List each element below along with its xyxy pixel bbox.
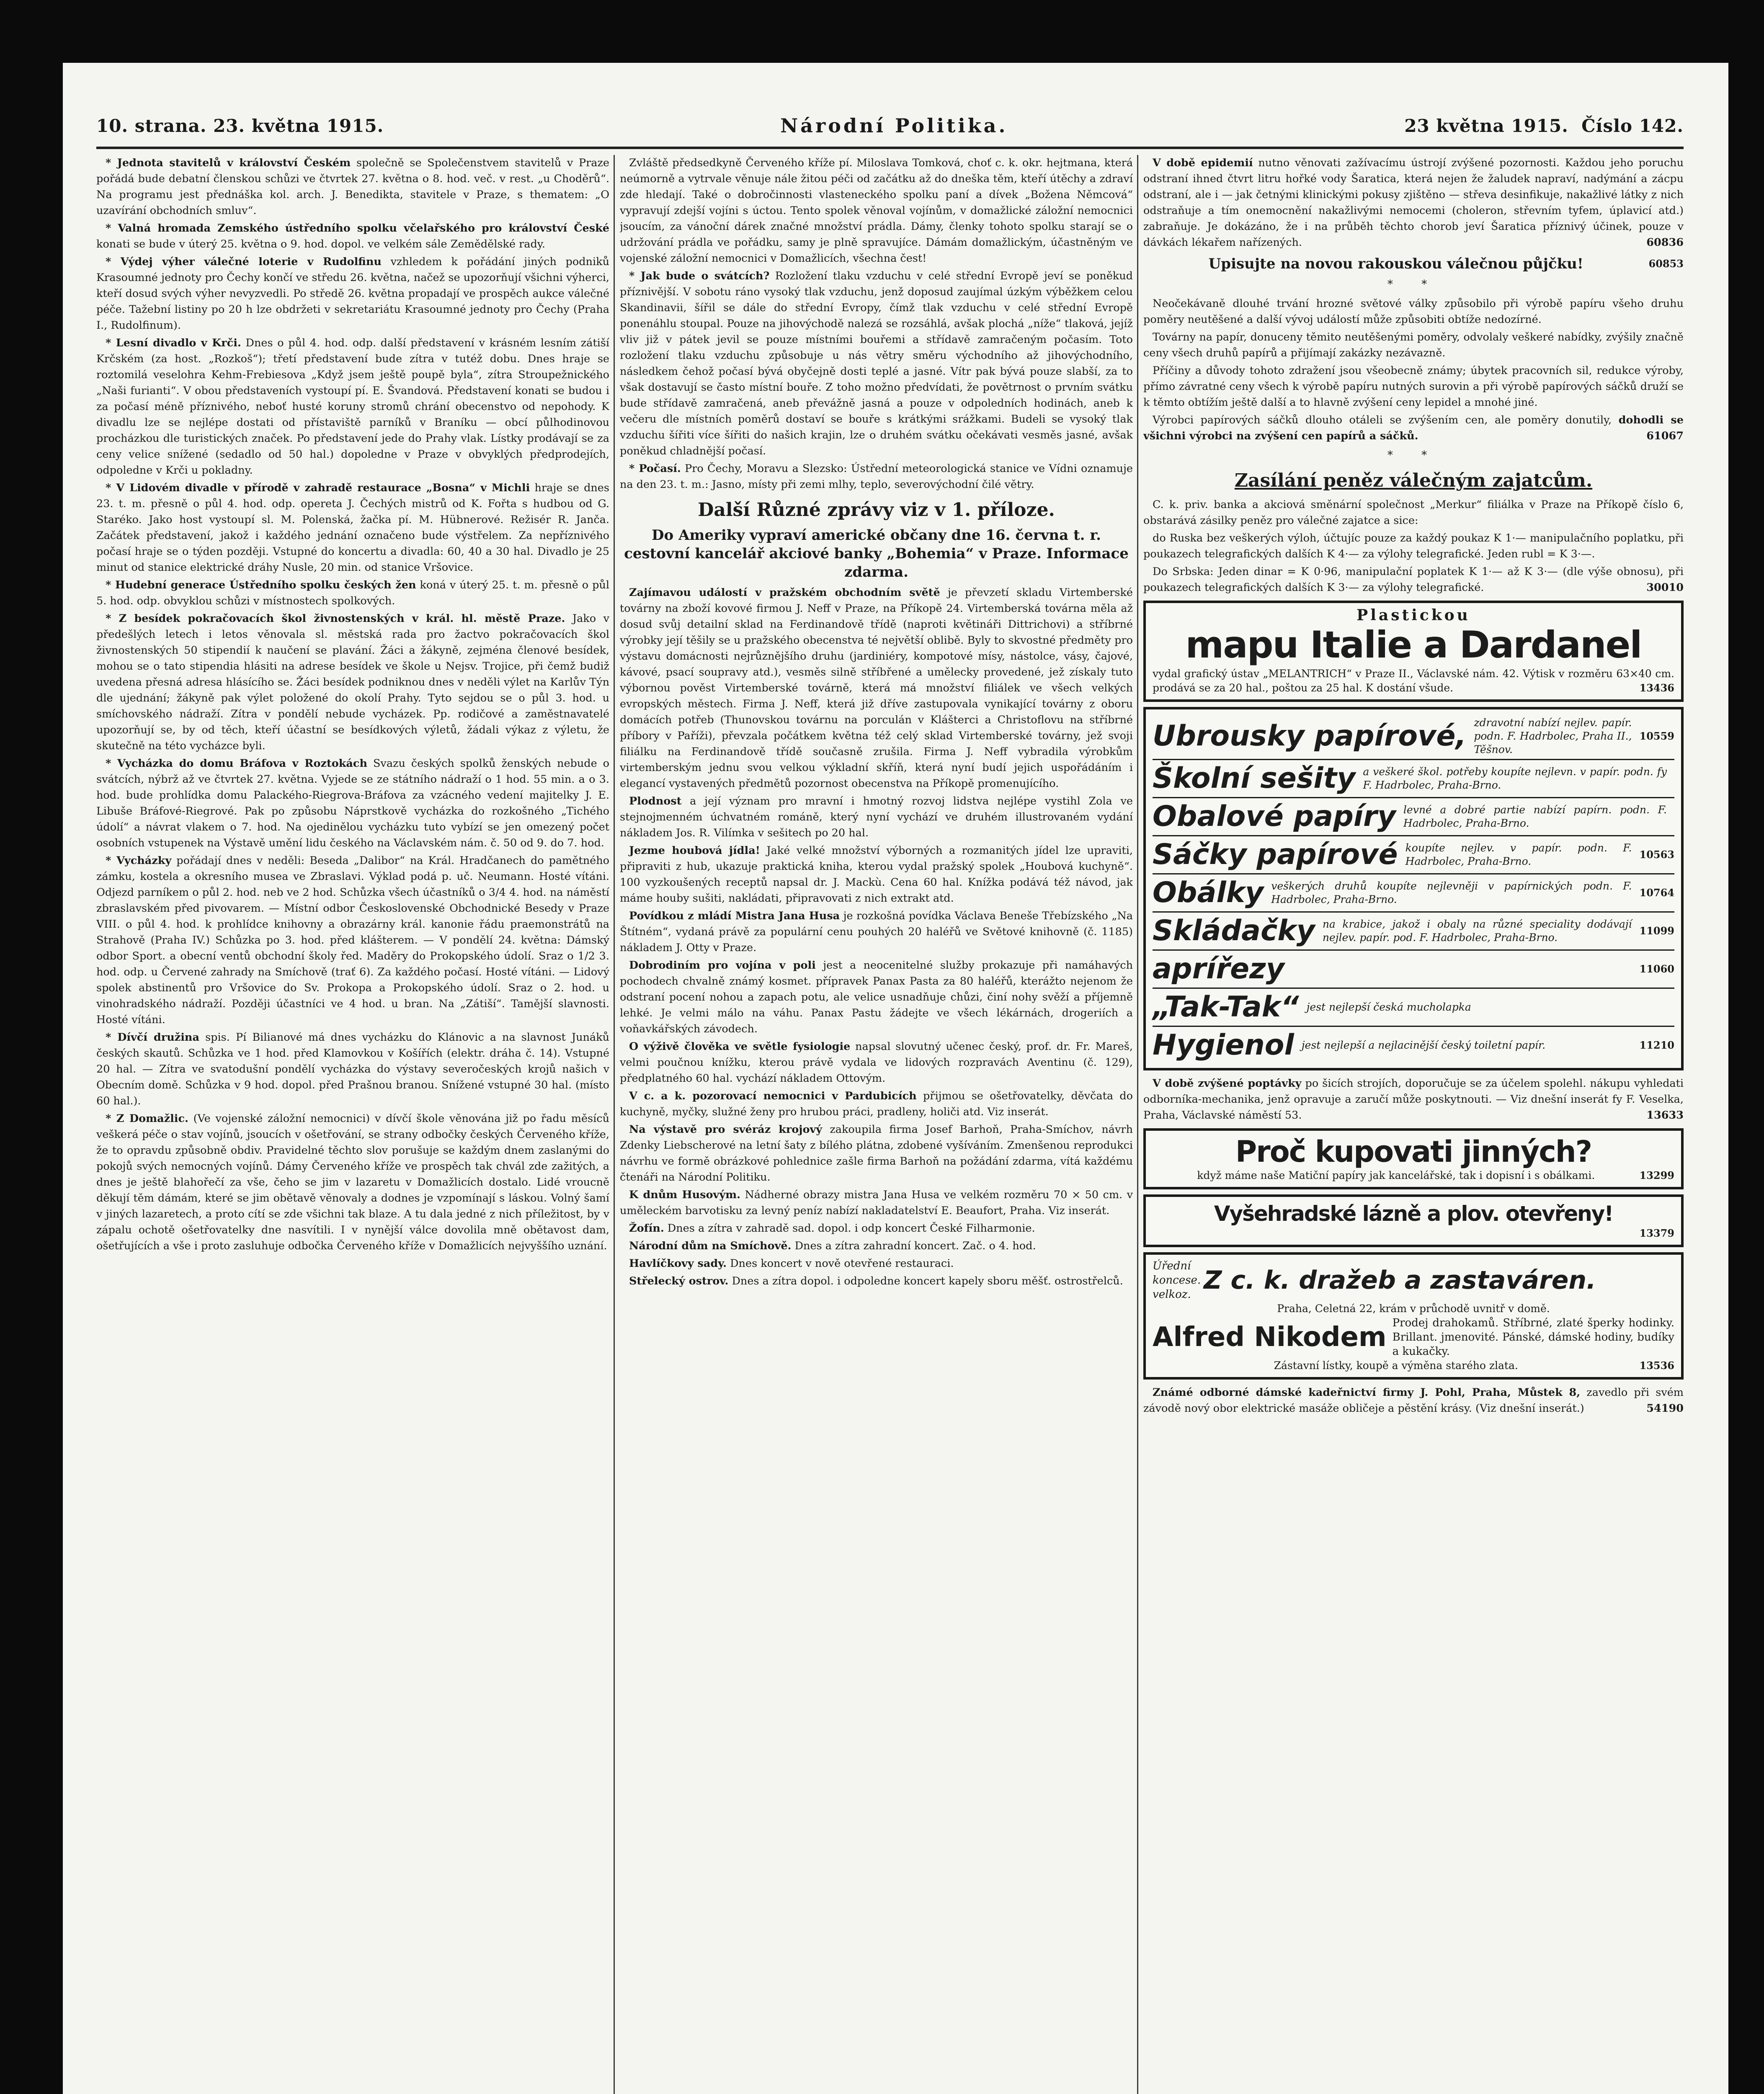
separator-stars: * * [1387,449,1440,462]
map-ad-body: vydal grafický ústav „MELANTRICH“ v Praze II., Václavské nám. 42. Výtisk v rozměru 63×40 cm. prodává se za 20 hal., poštou za 25 hal. K dostání všude. 13436 [1153,668,1674,694]
col2-article: * Počasí. Pro Čechy, Moravu a Slezsko: Ústřední meteorologická stanice ve Vídni oznamuje na den 23. t. m.: Jasno, místy při zemi mlhy, teplo, severovýchodní čilé větry. [620,462,1133,491]
ad-row-text: na krabice, jakož i obaly na různé speciality dodávají nejlev. papír. pod. F. Hadrbolec, Praha-Brno. [1322,918,1632,944]
ad-row-number: 10563 [1639,848,1674,861]
ad-row-title: Ubrousky papírové, [1153,719,1467,753]
column-3 [1143,155,1684,2094]
scan-border-top [0,0,1764,63]
ad-row-text: jest nejlepší a nejlacinější český toiletní papír. [1301,1039,1546,1051]
column-1 [96,155,609,2094]
ad-row-title: Obalové papíry [1153,800,1396,833]
hadrbolec-ad-row [1153,913,1674,951]
ad-row-number: 11060 [1639,963,1674,975]
ad-row-number: 11210 [1639,1039,1674,1051]
col1-article: * Jednota stavitelů v království Českém společně se Společenstvem stavitelů v Praze pořádá bude debatní členskou schůzi ve čtvrtek 27. května o 8. hod. več. v rest. „u Choděrů“. Na programu jest přednáška kol. arch. J. Benedikta, stavitele v Praze, s thematem: „O uzavírání obchodních smluv“. [96,157,609,217]
col1-article: * Z Domažlic. (Ve vojenské záložní nemocnici) v dívčí škole věnována již po řadu měsíců veškerá péče o stav vojínů, jsoucích v ošetřování, se strany odbočky českých Červeného kříže, že to opravdu způsobně obdiv. Pravidelné těchto slov porušuje se každým dnem zaslanými do pokojů svých nemocných vojínů. Dámy Červeného kříže ve prospěch tak chvál zde zažitých, a dnes je ještě blahořečí za vše, čeho se jim v lazaretu v Domažlicích dostalo. Lidé vroucně děkují těm dámám, které se jim obětavě věnovaly a dodnes je vzpomínají s láskou. Volný šamí v jiných lazaretech, a proto cítí se zde všichni tak blaze. A tu dala jedné z nich příležitost, by v zápalu ochotě ošetřovatelky dne nasvítili. I v nynější válce dovolila mně obětavost dam, ošetřujících a vše i proto zasluhuje odbočka Červeného kříže v Domažlicích nejvyššího uznání. [96,1112,609,1252]
ad-row-number: 11099 [1639,925,1674,937]
map-ad-title: mapu Italie a Dardanel [1185,623,1642,666]
ad-row-text: zdravotní nabízí nejlev. papír. podn. F. Hadrbolec, Praha II., Těšnov. [1474,717,1632,756]
col1-article: * Valná hromada Zemského ústředního spolku včelařského pro království České konati se bude v úterý 25. května o 9. hod. dopol. ve velkém sále Zemědělské rady. [96,222,609,250]
hadrbolec-ad-row [1153,989,1674,1027]
col2-article: Zvláště předsedkyně Červeného kříže pí. Miloslava Tomková, choť c. k. okr. hejtmana, která neúmorně a vytrvale věnuje nále žitou péči od začátku až do dneška těm, kteří útěchy a zdraví zde hledají. Také o dobročinnosti vlasteneckého spolku paní a dívek „Božena Němcová“ vypravují zdejší vojíni s úctou. Tento spolek věnoval vojínům, v domažlické záložní nemocnici jsoucím, za vánoční dárek značné množství prádla. Dámy, členky tohoto spolku starají se o udržování prádla ve pořádku, samy je plně spravujíce. Dámám domažlickým, účastněným ve vojenské záložní nemocnici v Domažlicích, všechna čest! [620,157,1133,265]
nikodem-bottom: Zástavní lístky, koupě a výměna starého zlata. 13536 [1274,1359,1674,1372]
col2-article: Zajímavou událostí v pražském obchodním světě je převzetí skladu Virtemberské továrny na zboží kovové firmou J. Neff v Praze, na Příkopě 24. Virtemberská továrna měla až dosud svůj detailní sklad na Ferdinandově třídě (naproti květináři Dittrichovi) a stříbrné výrobky její těšily se u pražského obecenstva té největší oblibě. Byly to skvostné předměty pro výstavu domácnosti nejrůznějšího druhu (jardiniéry, kompotové mísy, nástolce, vásy, čajové, kávové, psací soupravy atd.), vesměs silně stříbřené a umělecky provedené, jež získaly tuto výbornou pověst Virtemberské továrně, která má množství filiálek ve všech velkých evropských městech. Firma J. Neff, která již dříve zastupovala vynikající továrny z oboru domácích potřeb (Thunovskou továrnu na porculán v Klášterci a Christoflovu na stříbrné příbory v Paříži), převzala počátkem května též celý sklad Virtemberské továrny, jež svoji filiálku na Ferdinandově třídě současně zrušila. Firma J. Neff vybradila výrobkům virtemberským jednu svou velkou výkladní skříň, která nyní budí jejich uspořádáním i elegancí vystavených předmětů pozornost obecenstva na Příkopě promenujícího. [620,586,1133,790]
ad-row-text: levné a dobré partie nabízí papírn. podn. F. Hadrbolec, Praha-Brno. [1403,804,1667,829]
col1-article: * Hudební generace Ústředního spolku českých žen koná v úterý 25. t. m. přesně o půl 5. hod. odp. obvyklou schůzi v místnostech spolkových. [96,579,609,607]
article-epidemic: V době epidemií nutno věnovati zažívacímu ústrojí zvýšené pozornosti. Každou jeho poruchu odstraní ihned čtvrt litru hořké vody Šaratica, která nejen že žaludek napraví, nadýmání a zácpu odstraní, ale i — jak četnými klinickými pokusy zjištěno — střeva desinfikuje, nakažlivé látky z nich odstraňuje a tím onemocnění nakažlivými nemocemi (choleron, střevním tyfem, úplavicí atd.) zabraňuje. Je dokázáno, že i na průběh těchto chorob jeví Šaratica příznivý účinek, pouze v dávkách lékařem nařízených. 60836 [1143,157,1684,249]
vysehrad-ad-title: Vyšehradské lázně a plov. otevřeny! [1214,1202,1613,1226]
article-pohl: Známé odborné dámské kadeřnictví firmy J. Pohl, Praha, Můstek 8, zavedlo při svém závodě nový obor elektrické masáže obličeje a pěstění krásy. (Viz dnešní inserát.) 54190 [1143,1386,1684,1415]
hadrbolec-ad-row [1153,951,1674,989]
nikodem-ad [1143,1252,1684,1380]
nikodem-name: Alfred Nikodem [1153,1322,1387,1353]
col2-article: K dnům Husovým. Nádherné obrazy mistra Jana Husa ve velkém rozměru 70 × 50 cm. v uměleckém barvotisku za levný peníz nabízí nakladatelství E. Beaufort, Praha. Viz inserát. [620,1189,1133,1217]
ad-row-text: jest nejlepší česká mucholapka [1306,1001,1471,1013]
proc-ad-body: když máme naše Matiční papíry jak kancelářské, tak i dopisní i s obálkami. 13299 [1197,1169,1674,1181]
col2-article: Dobrodiním pro vojína v poli jest a neocenitelné služby prokazuje při namáhavých pochodech chvalně známý kosmet. přípravek Panax Pasta za 80 haléřů, kterážto nejenom že odstraní pocení nohou a zapach potu, ale velice usnadňuje chůzi, činí nohy svěží a příjemně lehké. Je velmi málo na váhu. Panax Pastu žádejte ve všech lékárnách, drogeriích a voňavkářských závodech. [620,959,1133,1035]
column-2 [620,155,1133,2094]
separator-stars: * * [1387,278,1440,291]
col1-article: * Lesní divadlo v Krči. Dnes o půl 4. hod. odp. další představení v krásném lesním zátiší Krčském (za host. „Rozkoš“); třetí představení bude zítra v tutéž dobu. Dnes hraje se roztomilá veselohra Kehm-Frebiesova „Když jsem ještě poupě byla“, zítra Stroupežnického „Naši furianti“. V obou představeních vystoupí pí. E. Švandová. Představení konati se budou i za počasí méně příznivého, neboť husté koruny stromů chrání obecenstvo od nepohody. K divadlu lze se nejlépe dostati od přístaviště parníků v Braníku — obcí půlhodinovou procházkou dle turistických značek. Po představení jede do Prahy vlak. Lístky prodávají se za ceny velice snížené (sedadlo od 50 hal.) dopoledne v Praze v obvyklých předprodejích, odpoledne v Krči u pokladny. [96,337,609,477]
ad-row-number: 10764 [1639,887,1674,899]
nikodem-address: Praha, Celetná 22, krám v průchodě uvnitř v domě. [1277,1302,1550,1315]
col1-article: * Vycházka do domu Bráfova v Roztokách Svazu českých spolků ženských nebude o svátcích, nýbrž až ve čtvrtek 27. května. Vyjede se ze státního nádraží o 1 hod. 55 min. a o 3. hod. bude prohlídka domu Palackého-Riegrova-Bráfova za vzácného vedení majitelky J. E. Libuše Bráfové-Riegrové. Pak po způsobu Náprstkově vycházka do rozkošného „Tichého údolí“ a návrat vlakem o 7. hod. Na ojedinělou vycházku tuto vybízí se jen omezený počet osobních vstupenek na Výstavě umění lidu českého na Václavském nám. č. 50 od 9. do 7. hod. [96,757,609,849]
money-title: Zasílání peněz válečným zajatcům. [1234,470,1593,491]
col2-article: Povídkou z mládí Mistra Jana Husa je rozkošná povídka Václava Beneše Třebízského „Na Štítném“, vydaná právě za populární cenu pouhých 20 haléřů ve Světové knihovně (č. 1185) nákladem J. Otty v Praze. [620,910,1133,954]
nikodem-title: Z c. k. dražeb a zastaváren. [1204,1266,1596,1295]
col2-article: * Jak bude o svátcích? Rozložení tlaku vzduchu v celé střední Evropě jeví se poněkud příznivější. V sobotu ráno vysoký tlak vzduchu, jenž doposud zaujímal úzkým výběžkem celou Skandinavii, šířil se dále do střední Evropy, čímž tlak vzduchu v celé střední Evropě ponenáhlu stoupal. Pouze na jihovýchodě nalezá se rozsáhlá, avšak plochá „níže“ tlaková, jejíž vliv již v pátek jevil se pouze místními bouřemi a střídavě zamračeným počasím. Toto rozložení tlaku vzduchu způsobuje u nás větry směru východního až jihovýchodního, následkem čehož počasí bývá obyčejně dosti teplé a jasné. Vítr pak bývá pouze slabší, za to však dostavují se často místní bouře. Z toho možno předvídati, že povětrnost o prvním svátku bude střídavě zamračená, aneb převážně jasná a pouze v odpoledních hodinách, aneb k večeru dle místních poměrů dostaví se bouře s krátkými srážkami. Budeli se vysoký tlak vzduchu šířiti více šířiti do našich krajin, lze o druhém svátku očekávati vesměs jasné, avšak poněkud chladnější počasí. [620,270,1133,457]
col2-article: Havlíčkovy sady. Dnes koncert v nově otevřené restauraci. [629,1257,954,1270]
nikodem-right: Prodej drahokamů. Stříbrné, zlaté šperky hodinky. Brillant. jmenovité. Pánské, dámské hodiny, budíky a kukačky. [1392,1317,1674,1358]
hadrbolec-ad-row [1153,836,1674,874]
page-number: 10. strana. 23. května 1915. [96,115,384,136]
paper-article-p3: Příčiny a důvody tohoto zdražení jsou všeobecně známy; úbytek pracovních sil, redukce výroby, přímo závratné ceny všech k výrobě papíru nutných surovin a při výrobě papírových sáčků druží se k těmto obtížím ještě další a to hlavně zvýšení ceny lepidel a mnohé jiné. [1143,364,1684,409]
map-ad-top: Plastickou [1357,606,1470,624]
article-sewing: V době zvýšené poptávky po šicích strojích, doporučuje se za účelem spolehl. nákupu vyhledati odborníka-mechanika, jenž opravuje a zaručí může poskytnouti. — Viz dnešní inserát fy F. Veselka, Praha, Václavské náměstí 53. 13633 [1143,1077,1684,1122]
proc-ad-title: Proč kupovati jinných? [1235,1135,1592,1169]
ad-row-title: Skládačky [1153,914,1315,947]
header-rule [96,147,1684,149]
hadrbolec-ads [1143,707,1684,1070]
issue-info: 23 května 1915. Číslo 142. [1404,115,1684,136]
ad-row-title: Školní sešity [1153,762,1356,795]
map-ad [1143,601,1684,702]
hadrbolec-ad-row [1153,1027,1674,1064]
ad-row-number: 10559 [1639,730,1674,742]
war-loan-notice: Upisujte na novou rakouskou válečnou půjčku! 60853 [1208,255,1684,272]
col1-article: * Z besídek pokračovacích škol živnostenských v král. hl. městě Praze. Jako v předešlých letech i letos věnovala sl. městská rada pro žactvo pokračovacích škol živnostenských 50 stipendií k naučení se plavání. Žáci a žákyně, zejména členové besídek, mohou se o tato stipendia hlásiti na adrese besídek ve škole u Nejsv. Trojice, při čemž budiž uvedena přesná adresa hlásícího se. Žáci besídek podniknou dnes v neděli výlet na Karlův Týn dle ujednání; žákyně pak výlet položené do okolí Prahy. Tyto sejdou se o půl 3. hod. u smíchovského nádraží. Zítra v pondělí nebude vycházek. Pp. rodičové a zaměstnavatelé upozorňují se, by od těch, kteří účastní se besídkových výletů, žádali výkaz z výletu, že skutečně na této vycházce byli. [96,612,609,752]
col1-article: * Dívčí družina spis. Pí Bilianové má dnes vycházku do Klánovic a na slavnost Junáků českých skautů. Schůzka ve 1 hod. před Klamovkou v Košířích (elektr. dráha č. 14). Vstupné 20 hal. — Zítra ve svatodušní pondělí vycházka do výstavy severočeských krojů našich v Obecním domě. Schůzka v 9 hod. dopol. před Prašnou branou. Snížené vstupné 30 hal. (místo 60 hal.). [96,1031,609,1107]
proc-ad [1143,1128,1684,1189]
money-body-2: do Ruska bez veškerých výloh, účtujíc pouze za každý poukaz K 1·— manipulačního poplatku, při poukazech telegrafických dalších K 4·— za výlohy telegrafické. Jeden rubl = K 3·—. [1143,532,1684,560]
hadrbolec-ad-row [1153,798,1674,836]
paper-article-end: Výrobci papírových sáčků dlouho otáleli se zvýšením cen, ale poměry donutily, dohodli se všichni výrobci na zvýšení cen papírů a sáčků. 61067 [1143,414,1684,442]
col2-headline: Další Různé zprávy viz v 1. příloze. [698,499,1055,521]
column-divider [614,155,615,2094]
ad-row-title: Hygienol [1153,1029,1294,1062]
ad-row-text: veškerých druhů koupíte nejlevněji v papírnických podn. F. Hadrbolec, Praha-Brno. [1271,880,1632,905]
ad-row-title: Sáčky papírové [1153,838,1398,871]
ad-row-text: koupíte nejlev. v papír. podn. F. Hadrbolec, Praha-Brno. [1405,842,1632,867]
page-header [96,107,1684,144]
col1-article: * Výdej výher válečné loterie v Rudolfinu vzhledem k pořádání jiných podniků Krasoumné jednoty pro Čechy končí ve středu 26. května, načež se upozorňují všichni výherci, kteří dosud svých výher nevyzvedli. Po středě 26. května propadají ve prospěch aukce válečné péče. Tažební listiny po 20 h lze obdržeti v sekretariátu Krasoumné jednoty pro Čechy (Praha I., Rudolfinum). [96,255,609,332]
col2-article: O výživě člověka ve světle fysiologie napsal slovutný učenec český, prof. dr. Fr. Mareš, velmi poučnou knížku, kterou právě vydala ve lidových rozpravách Aventinu (č. 129), předplatného 60 hal. vychází nákladem Ottovým. [620,1040,1133,1085]
ad-row-title: Obálky [1153,876,1264,909]
col2-article: Na výstavě pro svéráz krojový zakoupila firma Josef Barhoň, Praha-Smíchov, návrh Zdenky Liebscherové na letní šaty z bílého plátna, zdobené vyšíváním. Zmenšenou reprodukci návrhu ve formě obrázkové pohlednice zašle firma Barhoň na požádání zdarma, vítá každému čtenáři na Národní Politiku. [620,1123,1133,1184]
scan-border-left [0,0,63,2094]
ad-row-title: „Tak-Tak“ [1153,990,1299,1024]
col1-article: * Vycházky pořádají dnes v neděli: Beseda „Dalibor“ na Král. Hradčanech do pamětného zámku, kostela a okresního musea ve Zbraslavi. Výklad podá p. uč. Neumann. Hosté vítáni. Odjezd parníkem o půl 2. hod. neb ve 2 hod. Schůzka všech účastníků o 3/4 4. hod. na náměstí zbraslavském před pivovarem. — Místní odbor Československé Obchodnické Besedy v Praze VIII. o půl 4. hod. k prohlídce knihovny a obrazárny král. kanonie řádu praemonstrátů na Strahově (Praha IV.) Schůzka po 3. hod. před klášterem. — V pondělí 24. května: Dámský odbor Sport. a obecní ventů obchodní školy řed. Maděry do Prokopského údolí. Sraz o 1/2 3. hod. odp. u Červené zahrady na Smíchově (trať 6). Za každého počasí. Hosté vítáni. — Lidový spolek abstinentů pro Vršovice do Sv. Prokopa a Prokopského údolí. Sraz o 2. hod. u vinohradského nádraží. Později účastníci ve 4 hod. u bran. Na „Zátiší“. Tamější slavnosti. Hosté vítáni. [96,854,609,1026]
ad-row-text: a veškeré škol. potřeby koupíte nejlevn. v papír. podn. fy F. Hadrbolec, Praha-Brno. [1363,766,1667,791]
masthead: Národní Politika. [780,114,1008,137]
col2-article: Jezme houbová jídla! Jaké velké množství výborných a rozmanitých jídel lze upraviti, připraviti z hub, ukazuje praktická kniha, kterou vydal pražský spolek „Houbová kuchyně“. 100 vyzkoušených receptů napsal dr. J. Mackù. Cena 60 hal. Knížka podává též návod, jak máme houby sušiti, nakládati, připravovati z nich extrakt atd. [620,844,1133,905]
money-body-3: Do Srbska: Jeden dinar = K 0·96, manipulační poplatek K 1·— až K 3·— (dle výše obnosu), při poukazech telegrafických dalších K 3·— za výlohy telegrafické. 30010 [1143,565,1684,594]
hadrbolec-ad-row [1153,760,1674,798]
paper-article-p1: Neočekávaně dlouhé trvání hrozné světové války způsobilo při výrobě papíru všeho druhu poměry neutěšené a další vývoj událostí může způsobiti obtíže nedozírné. [1143,297,1684,326]
nikodem-side: Úřední koncese. velkoz. [1153,1260,1201,1301]
money-body-1: C. k. priv. banka a akciová směnární společnost „Merkur“ filiálka v Praze na Příkopě číslo 6, obstarává zásilky peněz pro válečné zajatce a sice: [1143,498,1684,527]
col2-article: V c. a k. pozorovací nemocnici v Pardubicích přijmou se ošetřovatelky, děvčata do kuchyně, myčky, služné ženy pro hrubou práci, pradleny, holiči atd. Viz inserát. [620,1090,1133,1118]
col1-article: * V Lidovém divadle v přírodě v zahradě restaurace „Bosna“ v Michli hraje se dnes 23. t. m. přesně o půl 4. hod. odp. opereta J. Čechých mistrů od K. Fořta s hudbou od G. Staréko. Jako host vystoupí sl. M. Polenská, žačka pí. M. Hübnerové. Režisér R. Janča. Začátek představení, jakož i každého jednání označeno bude výstřelem. Za nepříznivého počasí hraje se o týden později. Vstupné do koncertu a divadla: 60, 40 a 30 hal. Divadlo je 25 minut od stanice elektrické dráhy Nusle, 20 min. od stanice Vršovice. [96,482,609,574]
col2-article: Národní dům na Smíchově. Dnes a zítra zahradní koncert. Zač. o 4. hod. [629,1240,1036,1252]
vysehrad-ad [1143,1194,1684,1247]
hadrbolec-ad-row [1153,714,1674,760]
paper-article-p2: Továrny na papír, donuceny těmito neutěšenými poměry, odvolaly veškeré nabídky, zvýšily značně ceny všech druhů papírů a přijímají zakázky nezávazně. [1143,331,1684,359]
vysehrad-ad-number: 13379 [1639,1227,1674,1239]
col2-article: Plodnost a její význam pro mravní i hmotný rozvoj lidstva nejlépe vystihl Zola ve stejnojmenném úchvatném románě, který nyní vychází ve druhém illustrovaném vydání nákladem Jos. R. Vilímka v sešitech po 20 hal. [620,795,1133,839]
ad-row-title: aprířezy [1153,952,1284,985]
col2-subhead: Do Ameriky vypraví americké občany dne 16. června t. r. cestovní kancelář akciové banky „Bohemia“ v Praze. Informace zdarma. [624,527,1129,580]
hadrbolec-ad-row [1153,874,1674,913]
col2-article: Žofín. Dnes a zítra v zahradě sad. dopol. i odp koncert České Filharmonie. [629,1222,1035,1235]
scan-border-right [1728,0,1764,2094]
column-divider [1137,155,1138,2094]
col2-article: Střelecký ostrov. Dnes a zítra dopol. i odpoledne koncert kapely sboru měšť. ostrostřelců. [629,1275,1123,1287]
